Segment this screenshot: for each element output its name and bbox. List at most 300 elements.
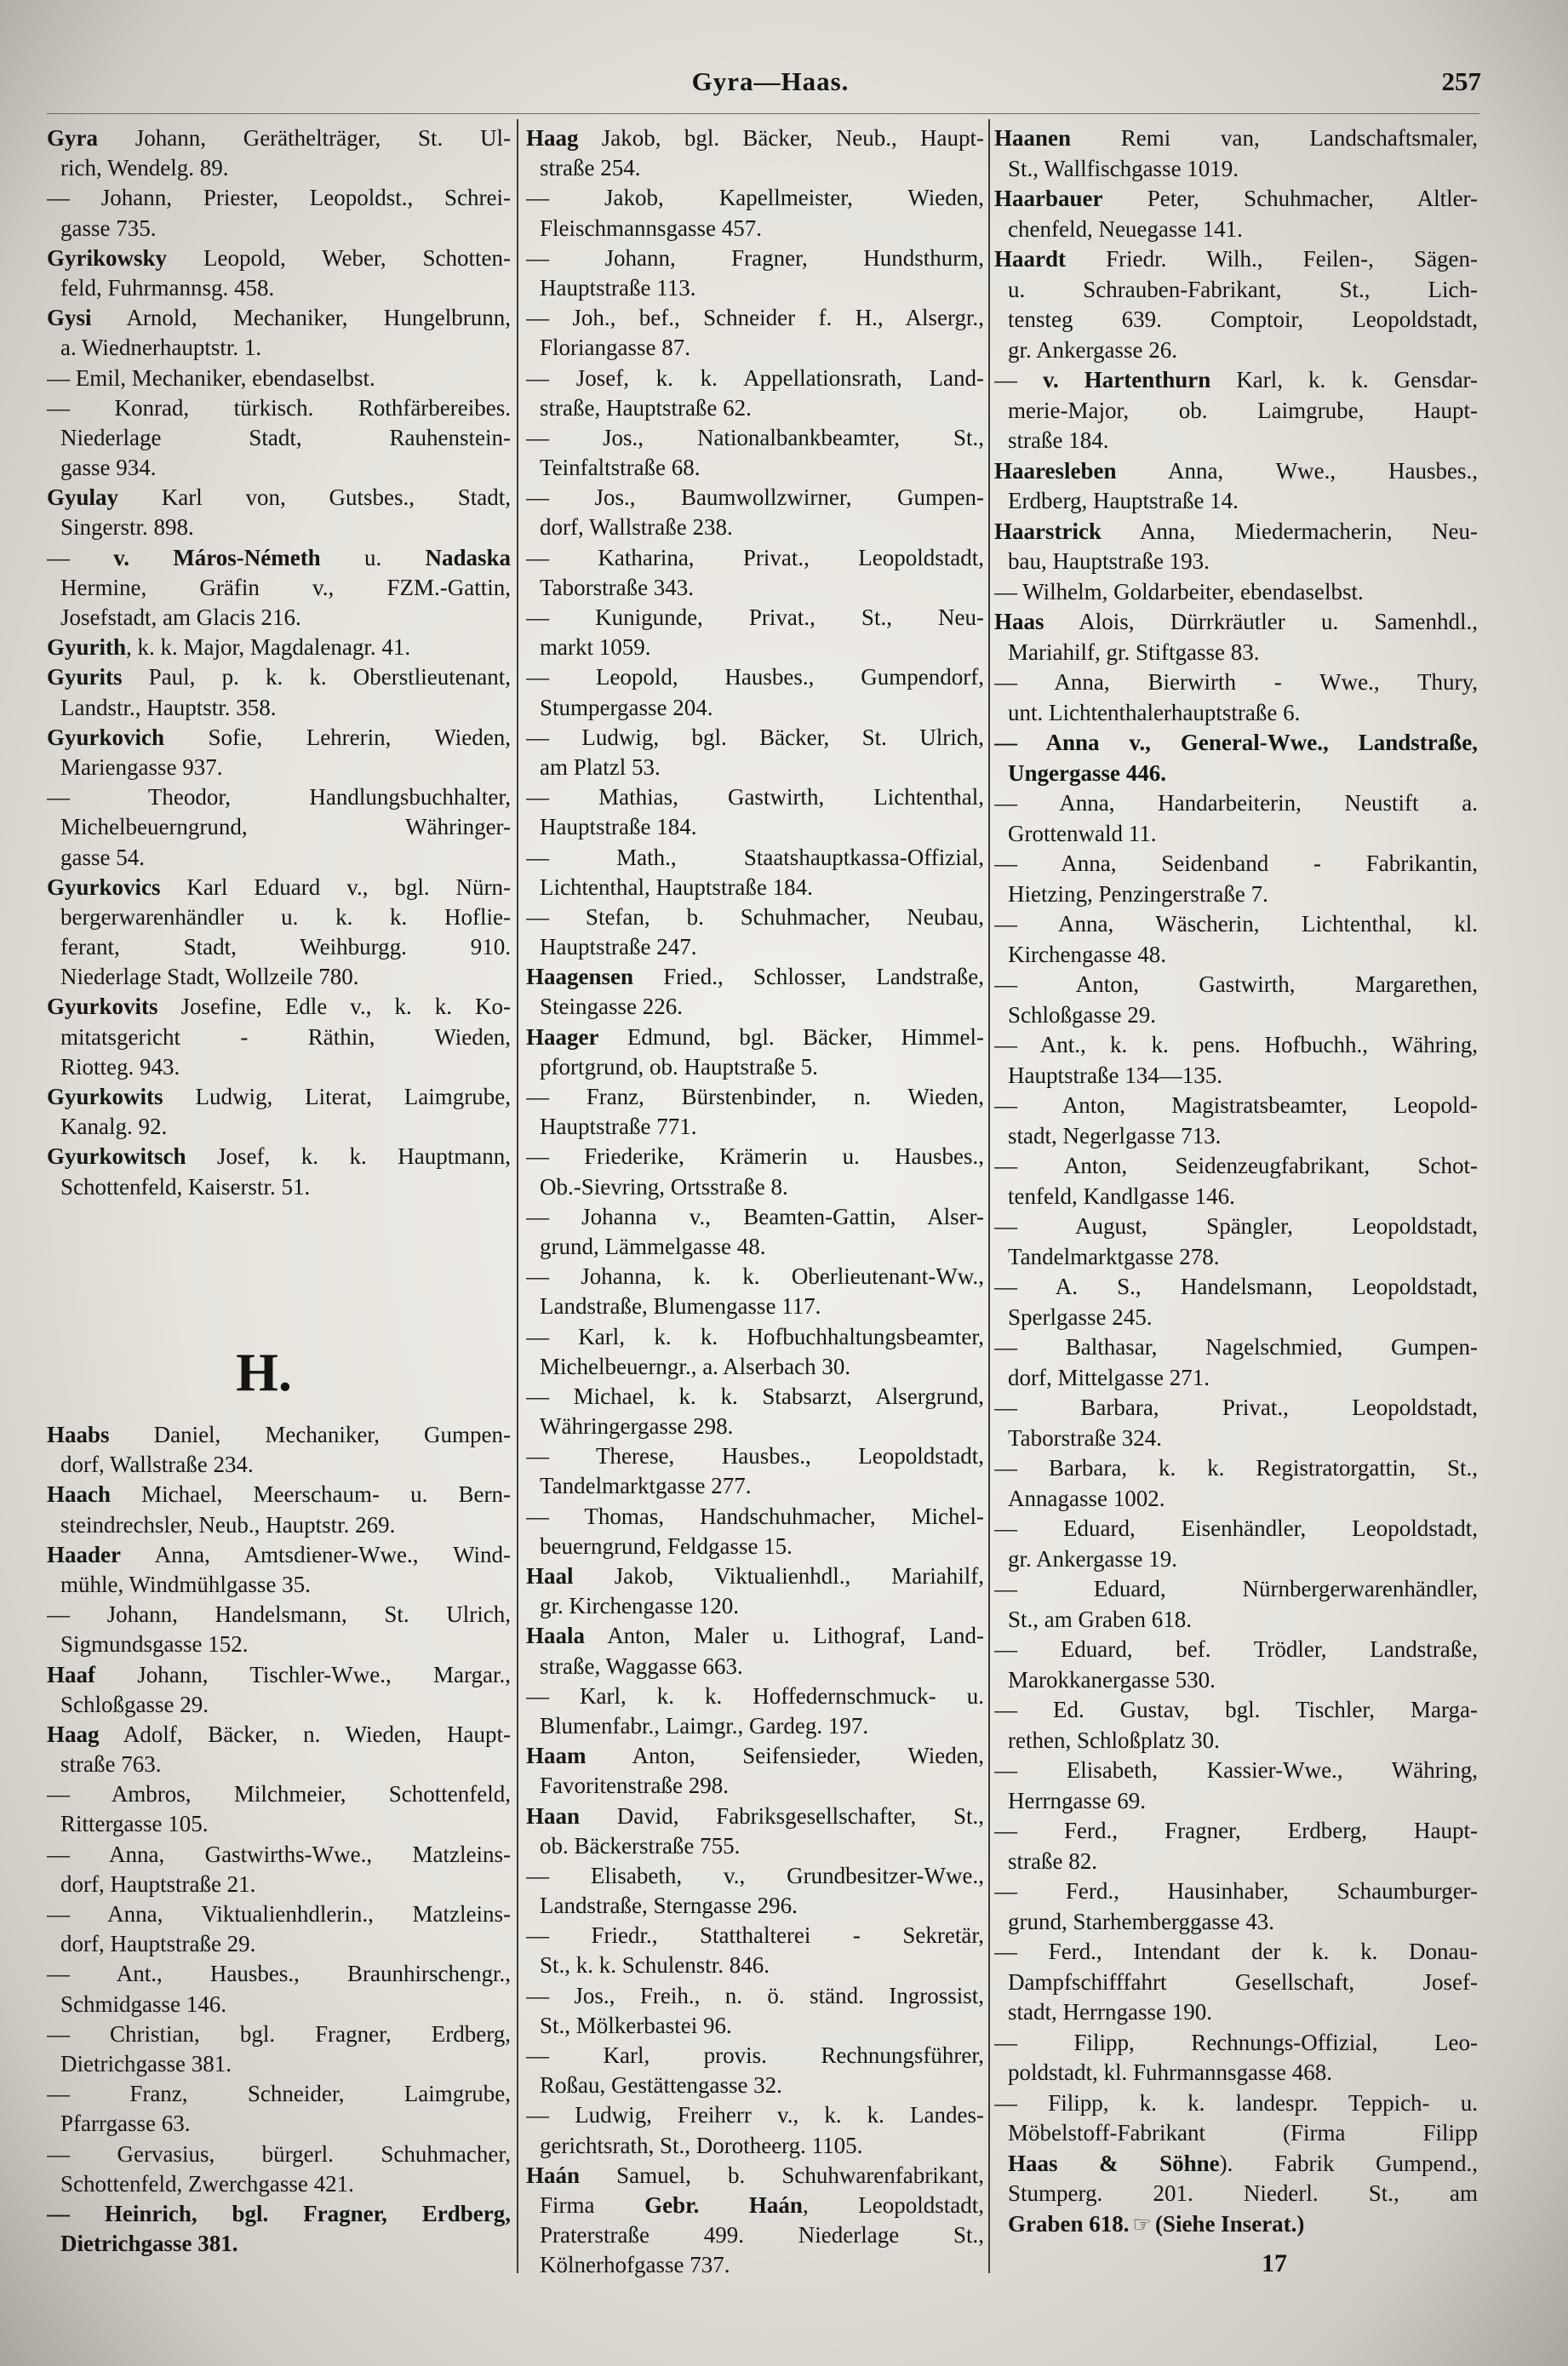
entry-line — [526, 2011, 984, 2041]
directory-entry — [47, 123, 511, 183]
entry-line — [526, 1382, 984, 1412]
bold-name: Haabs — [47, 1422, 110, 1447]
directory-entry — [526, 902, 984, 962]
bold-name: Gyurkovich — [47, 724, 165, 750]
entry-text: tenfeld, Kandlgasse 146. — [1008, 1183, 1235, 1209]
entry-text: — Joh., bef., Schneider f. H., Alsergr., — [526, 305, 984, 331]
entry-text: Landstraße, Blumengasse 117. — [540, 1293, 821, 1320]
entry-line — [47, 573, 511, 603]
pointing-hand-icon: ☞ — [1132, 2211, 1152, 2237]
entry-text: beuerngrund, Feldgasse 15. — [540, 1532, 793, 1559]
entry-text: Stumperg. 201. Niederl. St., am — [1008, 2180, 1478, 2206]
directory-entry — [994, 1514, 1478, 1574]
entry-text: straße, Hauptstraße 62. — [540, 394, 752, 421]
entry-text: Fried., Schlosser, Landstraße, — [633, 964, 984, 990]
entry-line — [994, 1997, 1478, 2028]
entry-line — [47, 843, 511, 873]
entry-line — [526, 1082, 984, 1112]
entry-text: Karl, k. k. Gensdar- — [1210, 367, 1478, 392]
entry-text: — Christian, bgl. Fragner, Erdberg, — [47, 2020, 511, 2047]
entry-line — [994, 1332, 1478, 1363]
entry-line — [526, 693, 984, 723]
entry-line — [47, 1630, 511, 1659]
entry-line — [994, 215, 1478, 245]
directory-entry — [994, 2088, 1478, 2240]
entry-text: — Gervasius, bürgerl. Schuhmacher, — [47, 2140, 511, 2167]
entry-line — [994, 1665, 1478, 1696]
bold-name: Haach — [47, 1481, 112, 1508]
entry-line — [47, 243, 511, 273]
entry-text: , Leopoldstadt, — [802, 2191, 984, 2218]
entry-text: Niederlage Stadt, Wollzeile 780. — [60, 964, 359, 990]
entry-text: Adolf, Bäcker, n. Wieden, Haupt- — [99, 1721, 511, 1747]
directory-entry — [526, 483, 984, 542]
bold-name: Haagensen — [526, 964, 634, 990]
entry-line — [47, 1052, 511, 1082]
entry-text: — Friedr., Statthalterei - Sekretär, — [526, 1922, 984, 1949]
entry-text: Sigmundsgasse 152. — [60, 1631, 249, 1658]
entry-text: Leopold, Weber, Schotten- — [167, 244, 511, 271]
entry-line — [526, 1561, 984, 1591]
entry-line — [526, 932, 984, 962]
entry-line — [47, 1480, 511, 1510]
entry-text: Anna, Amtsdiener-Wwe., Wind- — [121, 1541, 511, 1567]
entry-line — [526, 2071, 984, 2100]
entry-line — [526, 1352, 984, 1382]
entry-text: — Ludwig, Freiherr v., k. k. Landes- — [526, 2102, 984, 2128]
entry-text: Kanalg. 92. — [60, 1114, 168, 1140]
entry-text: — Theodor, Handlungsbuchhalter, — [47, 784, 511, 811]
entry-text: Alois, Dürrkräutler u. Samenhdl., — [1044, 609, 1478, 634]
entry-text: Tandelmarktgasse 277. — [540, 1473, 752, 1499]
directory-entry — [526, 1802, 984, 1861]
entry-text: Steingasse 226. — [540, 994, 683, 1020]
entry-text: — — [994, 367, 1044, 392]
entry-text: dorf, Mittelgasse 271. — [1008, 1364, 1210, 1390]
entry-text: St., k. k. Schulenstr. 846. — [540, 1952, 770, 1979]
entry-text: gr. Ankergasse 19. — [1008, 1545, 1177, 1572]
entry-text: Marokkanergasse 530. — [1008, 1666, 1216, 1693]
entry-text: — Johann, Fragner, Hundsthurm, — [526, 244, 984, 271]
entry-line — [526, 1502, 984, 1532]
entry-text: Edmund, bgl. Bäcker, Himmel- — [598, 1023, 984, 1050]
entry-line — [526, 873, 984, 902]
entry-text: Dietrichgasse 381. — [60, 2050, 232, 2077]
entry-line — [526, 1412, 984, 1441]
entry-line — [994, 940, 1478, 971]
entry-text: Landstraße, Sterngasse 296. — [540, 1893, 798, 1919]
entry-text: Anna, Miedermacherin, Neu- — [1101, 518, 1478, 544]
entry-line — [994, 1726, 1478, 1756]
entry-text: — Barbara, Privat., Leopoldstadt, — [994, 1395, 1478, 1420]
bold-name: Haader — [47, 1541, 121, 1567]
entry-line — [47, 2199, 511, 2229]
entry-line — [994, 1876, 1478, 1907]
entry-text: Rittergasse 105. — [60, 1811, 209, 1837]
entry-text: Anton, Maler u. Lithograf, Land- — [585, 1623, 984, 1649]
entry-text: — Anna, Wäscherin, Lichtenthal, kl. — [994, 911, 1478, 937]
entry-text: Roßau, Gestättengasse 32. — [540, 2072, 782, 2099]
directory-entry — [47, 633, 511, 662]
entry-line — [47, 393, 511, 423]
entry-text: Mariengasse 937. — [60, 753, 223, 780]
bold-name: Gyurkowits — [47, 1084, 163, 1109]
entry-text: merie-Major, ob. Laimgrube, Haupt- — [1008, 397, 1478, 423]
directory-entry — [994, 1091, 1478, 1151]
directory-entry — [526, 1262, 984, 1321]
entry-line — [994, 1968, 1478, 1998]
entry-text: Peter, Schuhmacher, Altler- — [1102, 186, 1478, 211]
sheet-signature: 17 — [1262, 2249, 1287, 2277]
entry-text: Praterstraße 499. Niederlage St., — [540, 2222, 984, 2249]
entry-line — [994, 365, 1478, 396]
entry-text: — Jakob, Kapellmeister, Wieden, — [526, 185, 984, 211]
entry-text: gerichtsrath, St., Dorotheerg. 1105. — [540, 2132, 863, 2158]
directory-entry — [994, 1937, 1478, 2028]
entry-line — [994, 1574, 1478, 1605]
directory-entry — [526, 1921, 984, 1980]
directory-entry — [47, 2019, 511, 2079]
directory-entry — [526, 1082, 984, 1142]
entry-line — [526, 1771, 984, 1801]
entry-text: dorf, Wallstraße 238. — [540, 514, 733, 541]
entry-line — [526, 453, 984, 483]
bold-name: Haam — [526, 1743, 587, 1769]
entry-line — [526, 753, 984, 782]
entry-text: steindrechsler, Neub., Hauptstr. 269. — [60, 1511, 396, 1538]
entry-text: am Platzl 53. — [540, 753, 661, 780]
directory-entry — [526, 243, 984, 303]
entry-text: Hauptstraße 134—135. — [1008, 1062, 1222, 1088]
entry-line — [994, 1816, 1478, 1847]
entry-line — [526, 782, 984, 812]
entry-text: — Karl, k. k. Hofbuchhaltungsbeamter, — [526, 1323, 984, 1349]
bold-name: Gyurits — [47, 664, 123, 690]
entry-text: — Ferd., Fragner, Erdberg, Haupt- — [994, 1818, 1478, 1843]
running-head: Gyra—Haas. — [691, 66, 850, 96]
directory-entry — [47, 1660, 511, 1720]
directory-entry — [526, 1322, 984, 1382]
entry-line — [47, 453, 511, 483]
entry-text: Riotteg. 943. — [60, 1053, 180, 1080]
entry-line — [526, 1532, 984, 1561]
directory-entry — [994, 517, 1478, 577]
entry-line — [994, 1242, 1478, 1273]
directory-entry — [47, 1540, 511, 1600]
entry-text: — Mathias, Gastwirth, Lichtenthal, — [526, 784, 984, 811]
entry-line — [47, 2109, 511, 2139]
entry-text: Teinfaltstraße 68. — [540, 455, 701, 481]
entry-line — [994, 728, 1478, 759]
bold-name: Ungergasse 446. — [1008, 759, 1166, 786]
entry-line — [994, 1363, 1478, 1394]
entry-text: — Johann, Handelsmann, St. Ulrich, — [47, 1601, 511, 1628]
entry-line — [994, 1635, 1478, 1665]
entry-line — [47, 2019, 511, 2049]
directory-entry — [994, 577, 1478, 608]
entry-text: — Ambros, Milchmeier, Schottenfeld, — [47, 1781, 511, 1807]
directory-entry — [47, 543, 511, 633]
entry-text: tensteg 639. Comptoir, Leopoldstadt, — [1008, 306, 1478, 332]
entry-text: unt. Lichtenthalerhauptstraße 6. — [1008, 699, 1301, 725]
entry-text: straße 82. — [1008, 1848, 1097, 1874]
entry-line — [47, 183, 511, 213]
entry-line — [994, 759, 1478, 789]
entry-text: Fleischmannsgasse 457. — [540, 215, 762, 241]
entry-text: — Friederike, Krämerin u. Hausbes., — [526, 1143, 984, 1170]
entry-line — [526, 364, 984, 393]
entry-text: chenfeld, Neuegasse 141. — [1008, 215, 1243, 242]
entry-text: Taborstraße 324. — [1008, 1424, 1163, 1451]
entry-text: — August, Spängler, Leopoldstadt, — [994, 1213, 1478, 1239]
directory-entry — [47, 183, 511, 243]
directory-entry — [526, 123, 984, 183]
directory-entry — [47, 1600, 511, 1659]
entry-text: gasse 54. — [60, 844, 145, 870]
bold-name: Haas & Söhne — [1008, 2150, 1220, 2176]
entry-text: — Anna, Handarbeiterin, Neustift a. — [994, 790, 1478, 816]
entry-text: gr. Ankergasse 26. — [1008, 336, 1177, 363]
bold-name: Gyrikowsky — [47, 244, 168, 271]
entry-text: u. — [320, 544, 426, 570]
entry-line — [994, 1786, 1478, 1817]
entry-line — [994, 1937, 1478, 1968]
entry-text: Remi van, Landschaftsmaler, — [1071, 125, 1478, 151]
entry-line — [47, 543, 511, 573]
entry-line — [47, 1082, 511, 1112]
entry-line — [47, 364, 511, 393]
entry-text: dorf, Hauptstraße 29. — [60, 1931, 256, 1957]
entry-line — [526, 543, 984, 573]
entry-text: gasse 735. — [60, 215, 157, 241]
entry-line — [526, 1112, 984, 1142]
directory-entry — [526, 1441, 984, 1501]
entry-line — [47, 153, 511, 183]
entry-line — [47, 2049, 511, 2079]
entry-line — [47, 1660, 511, 1690]
entry-text: rich, Wendelg. 89. — [60, 155, 229, 181]
entry-line — [994, 1514, 1478, 1544]
directory-entry — [47, 782, 511, 873]
entry-line — [994, 1061, 1478, 1091]
entry-line — [47, 1959, 511, 1989]
entry-text: Karl Eduard v., bgl. Nürn- — [160, 874, 511, 900]
entry-line — [526, 1471, 984, 1501]
directory-entry — [47, 2079, 511, 2139]
section-heading: H. — [236, 1342, 292, 1402]
entry-line — [994, 2209, 1478, 2240]
directory-entry — [994, 244, 1478, 365]
entry-text: Grottenwald 11. — [1008, 820, 1157, 846]
entry-text: Ob.-Sievring, Ortsstraße 8. — [540, 1173, 788, 1200]
entry-text: gasse 934. — [60, 455, 157, 481]
entry-text: — Leopold, Hausbes., Gumpendorf, — [526, 664, 984, 690]
entry-line — [994, 2118, 1478, 2149]
entry-line — [47, 603, 511, 633]
directory-entry — [526, 1502, 984, 1561]
directory-entry — [526, 843, 984, 902]
entry-line — [526, 1172, 984, 1202]
bold-name: Haag — [47, 1721, 100, 1747]
entry-text: Niederlage Stadt, Rauhenstein- — [60, 424, 511, 450]
column-divider — [517, 119, 518, 2273]
directory-entry — [994, 456, 1478, 517]
entry-line — [526, 393, 984, 423]
directory-entry — [526, 782, 984, 842]
directory-entry — [47, 1959, 511, 2019]
entry-text: Schottenfeld, Kaiserstr. 51. — [60, 1173, 311, 1200]
directory-entry — [994, 1212, 1478, 1272]
entry-text: Johann, Tischler-Wwe., Margar., — [95, 1661, 511, 1687]
bold-name: Haas — [994, 609, 1044, 634]
header-rule — [47, 113, 1479, 114]
entry-line — [994, 2149, 1478, 2180]
column-1-upper — [47, 123, 511, 1202]
entry-line — [994, 1000, 1478, 1031]
entry-text: — Ed. Gustav, bgl. Tischler, Marga- — [994, 1697, 1478, 1722]
entry-line — [47, 1600, 511, 1630]
entry-line — [47, 273, 511, 303]
entry-text: — Anton, Gastwirth, Margarethen, — [994, 971, 1478, 997]
entry-line — [526, 1202, 984, 1232]
bold-name: Haaf — [47, 1661, 95, 1687]
entry-line — [526, 633, 984, 662]
entry-line — [47, 123, 511, 153]
entry-line — [526, 1802, 984, 1831]
directory-entry — [47, 662, 511, 722]
entry-text: Schmidgasse 146. — [60, 1991, 226, 2017]
entry-line — [994, 305, 1478, 335]
entry-line — [994, 335, 1478, 366]
entry-text: a. Wiednerhauptstr. 1. — [60, 335, 262, 361]
directory-entry — [526, 1741, 984, 1801]
entry-text: pfortgrund, ob. Hauptstraße 5. — [540, 1053, 818, 1080]
entry-text: — Anna, Gastwirths-Wwe., Matzleins- — [47, 1841, 511, 1867]
entry-text: grund, Lämmelgasse 48. — [540, 1233, 766, 1259]
entry-line — [526, 2131, 984, 2161]
entry-line — [47, 2079, 511, 2109]
directory-entry — [994, 1816, 1478, 1876]
entry-line — [526, 1741, 984, 1771]
entry-line — [47, 1870, 511, 1899]
bold-name: Haaresleben — [994, 457, 1117, 484]
entry-line — [526, 153, 984, 183]
entry-line — [526, 603, 984, 633]
entry-text: — Franz, Bürstenbinder, n. Wieden, — [526, 1084, 984, 1109]
entry-line — [994, 1605, 1478, 1636]
bold-name: (Siehe Inserat.) — [1154, 2210, 1305, 2237]
entry-text: rethen, Schloßplatz 30. — [1008, 1727, 1220, 1753]
entry-text: — Anna, Viktualienhdlerin., Matzleins- — [47, 1901, 511, 1927]
directory-entry — [47, 992, 511, 1082]
entry-line — [47, 483, 511, 513]
column-3 — [994, 123, 1478, 2239]
entry-text: dorf, Wallstraße 234. — [60, 1452, 254, 1478]
entry-text: mühle, Windmühlgasse 35. — [60, 1571, 311, 1597]
directory-entry — [526, 603, 984, 662]
entry-line — [47, 2229, 511, 2259]
entry-line — [47, 1929, 511, 1959]
directory-entry — [47, 1082, 511, 1142]
entry-text: straße, Waggasse 663. — [540, 1653, 743, 1679]
directory-entry — [994, 1635, 1478, 1695]
entry-line — [47, 902, 511, 932]
entry-line — [47, 1112, 511, 1142]
entry-text: — Johanna, k. k. Oberlieutenant-Ww., — [526, 1263, 984, 1290]
entry-line — [526, 423, 984, 453]
bold-name: — Heinrich, bgl. Fragner, Erdberg, — [47, 2200, 511, 2226]
entry-line — [526, 303, 984, 333]
entry-line — [47, 1570, 511, 1600]
entry-text: Tandelmarktgasse 278. — [1008, 1243, 1220, 1269]
directory-entry — [526, 364, 984, 423]
entry-text: Kirchengasse 48. — [1008, 941, 1166, 967]
entry-line — [47, 782, 511, 812]
entry-line — [526, 1652, 984, 1681]
entry-text: Herrngasse 69. — [1008, 1787, 1146, 1813]
entry-line — [994, 1756, 1478, 1786]
entry-line — [47, 1510, 511, 1540]
entry-line — [526, 962, 984, 992]
bold-name: Haager — [526, 1023, 599, 1050]
entry-line — [47, 992, 511, 1022]
entry-line — [47, 662, 511, 692]
directory-entry — [47, 1480, 511, 1539]
entry-text: — Jos., Freih., n. ö. ständ. Ingrossist, — [526, 1982, 984, 2008]
entry-line — [47, 962, 511, 992]
directory-entry — [526, 183, 984, 243]
entry-text: Lichtenthal, Hauptstraße 184. — [540, 874, 813, 900]
entry-text: Daniel, Mechaniker, Gumpen- — [109, 1422, 511, 1447]
entry-line — [526, 214, 984, 243]
bold-name: v. Hartenthurn — [1043, 367, 1211, 392]
directory-entry — [47, 1720, 511, 1779]
entry-line — [994, 426, 1478, 456]
entry-line — [47, 1420, 511, 1450]
entry-text: — Josef, k. k. Appellationsrath, Land- — [526, 364, 984, 391]
bold-name: Gyurkovics — [47, 874, 161, 900]
directory-entry — [526, 1681, 984, 1741]
directory-entry — [994, 1151, 1478, 1212]
entry-text: ferant, Stadt, Weihburgg. 910. — [60, 934, 511, 960]
directory-entry — [526, 423, 984, 483]
entry-line — [526, 2100, 984, 2130]
entry-line — [526, 2191, 984, 2220]
entry-line — [526, 902, 984, 932]
entry-line — [526, 1861, 984, 1891]
directory-entry — [994, 728, 1478, 788]
entry-text: — Ant., k. k. pens. Hofbuchh., Währing, — [994, 1032, 1478, 1057]
entry-text: David, Fabriksgesellschafter, St., — [580, 1802, 984, 1829]
directory-entry — [47, 723, 511, 782]
entry-line — [994, 819, 1478, 850]
entry-text: Hauptstraße 113. — [540, 274, 696, 301]
entry-text: Mariahilf, gr. Stiftgasse 83. — [1008, 639, 1260, 665]
entry-line — [526, 573, 984, 603]
entry-text: Erdberg, Hauptstraße 14. — [1008, 488, 1239, 513]
entry-line — [47, 214, 511, 243]
directory-entry — [47, 364, 511, 393]
entry-line — [526, 1023, 984, 1052]
entry-line — [994, 154, 1478, 185]
entry-text: — Barbara, k. k. Registratorgattin, St., — [994, 1455, 1478, 1481]
directory-entry — [47, 1899, 511, 1959]
entry-line — [47, 2140, 511, 2169]
entry-line — [994, 1091, 1478, 1121]
bold-name: Graben 618. — [1008, 2210, 1130, 2237]
entry-line — [526, 1951, 984, 1980]
entry-line — [47, 932, 511, 962]
